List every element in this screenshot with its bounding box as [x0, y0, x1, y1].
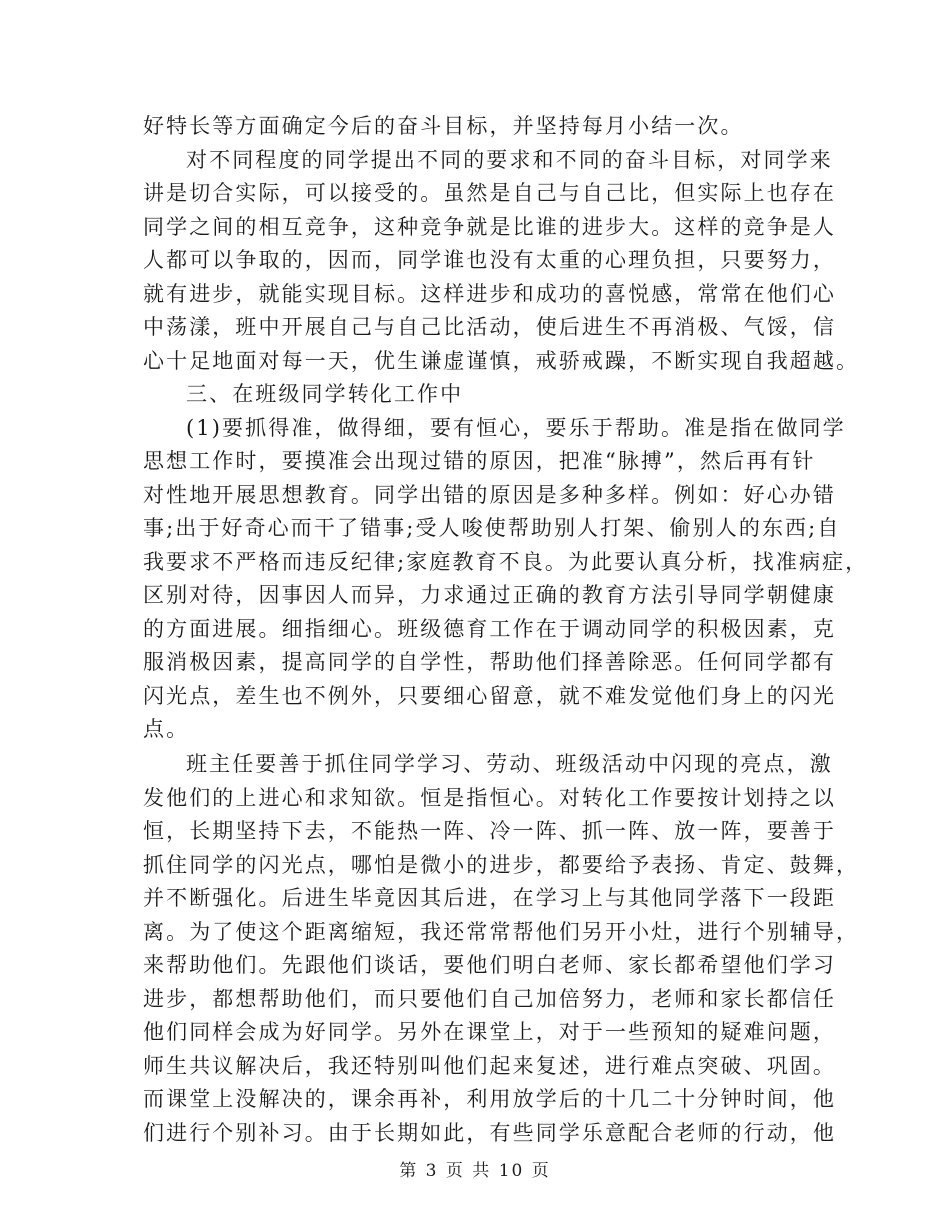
text-line: 闪光点，差生也不例外，只要细心留意，就不难发觉他们身上的闪光: [143, 684, 836, 708]
text-line: 点。: [143, 717, 190, 741]
text-line: 同学之间的相互竞争，这种竞争就是比谁的进步大。这样的竞争是人: [143, 215, 836, 239]
section-heading: 三、在班级同学转化工作中: [186, 382, 464, 406]
text-line: 对性地开展思想教育。同学出错的原因是多种多样。例如：好心办错: [143, 483, 836, 507]
text-line: 恒，长期坚持下去，不能热一阵、冷一阵、抓一阵、放一阵，要善于: [143, 819, 836, 843]
text-line: 离。为了使这个距离缩短，我还常常帮他们另开小灶，进行个别辅导，: [143, 920, 860, 944]
text-line: 他们同样会成为好同学。另外在课堂上，对于一些预知的疑难问题，: [143, 1020, 836, 1044]
text-line: 事;出于好奇心而干了错事;受人唆使帮助别人打架、偷别人的东西;自: [143, 516, 841, 540]
text-line: 师生共议解决后，我还特别叫他们起来复述，进行难点突破、巩固。: [143, 1054, 836, 1078]
page-number-footer: 第 3 页 共 10 页: [399, 1161, 551, 1181]
text-line: 就有进步，就能实现目标。这样进步和成功的喜悦感，常常在他们心: [143, 282, 836, 306]
text-line: 中荡漾，班中开展自己与自己比活动，使后进生不再消极、气馁，信: [143, 315, 836, 339]
text-line: 们进行个别补习。由于长期如此，有些同学乐意配合老师的行动，他: [143, 1121, 836, 1145]
text-line: 思想工作时，要摸准会出现过错的原因，把准“脉搏”，然后再有针: [143, 449, 816, 473]
text-line: 来帮助他们。先跟他们谈话，要他们明白老师、家长都希望他们学习: [143, 953, 836, 977]
text-line: 服消极因素，提高同学的自学性，帮助他们择善除恶。任何同学都有: [143, 650, 836, 674]
text-line: 发他们的上进心和求知欲。恒是指恒心。对转化工作要按计划持之以: [143, 786, 836, 810]
text-line: 进步，都想帮助他们，而只要他们自己加倍努力，老师和家长都信任: [143, 987, 836, 1011]
text-line: 而课堂上没解决的，课余再补，利用放学后的十几二十分钟时间，他: [143, 1087, 836, 1111]
text-line: (1)要抓得准，做得细，要有恒心，要乐于帮助。准是指在做同学: [186, 416, 846, 440]
text-line: 好特长等方面确定今后的奋斗目标，并坚持每月小结一次。: [143, 114, 744, 138]
text-line: 的方面进展。细指细心。班级德育工作在于调动同学的积极因素，克: [143, 617, 836, 641]
text-line: 人都可以争取的，因而，同学谁也没有太重的心理负担，只要努力，: [143, 248, 836, 272]
text-line: 区别对待，因事因人而异，力求通过正确的教育方法引导同学朝健康: [143, 583, 836, 607]
text-line: 并不断强化。后进生毕竟因其后进，在学习上与其他同学落下一段距: [143, 886, 836, 910]
text-line: 讲是切合实际，可以接受的。虽然是自己与自己比，但实际上也存在: [143, 181, 836, 205]
text-line: 我要求不严格而违反纪律;家庭教育不良。为此要认真分析，找准病症，: [143, 550, 869, 574]
text-line: 班主任要善于抓住同学学习、劳动、班级活动中闪现的亮点，激: [186, 752, 833, 776]
text-line: 抓住同学的闪光点，哪怕是微小的进步，都要给予表扬、肯定、鼓舞，: [143, 853, 860, 877]
text-line: 对不同程度的同学提出不同的要求和不同的奋斗目标，对同学来: [186, 148, 833, 172]
text-line: 心十足地面对每一天，优生谦虚谨慎，戒骄戒躁，不断实现自我超越。: [143, 349, 860, 373]
